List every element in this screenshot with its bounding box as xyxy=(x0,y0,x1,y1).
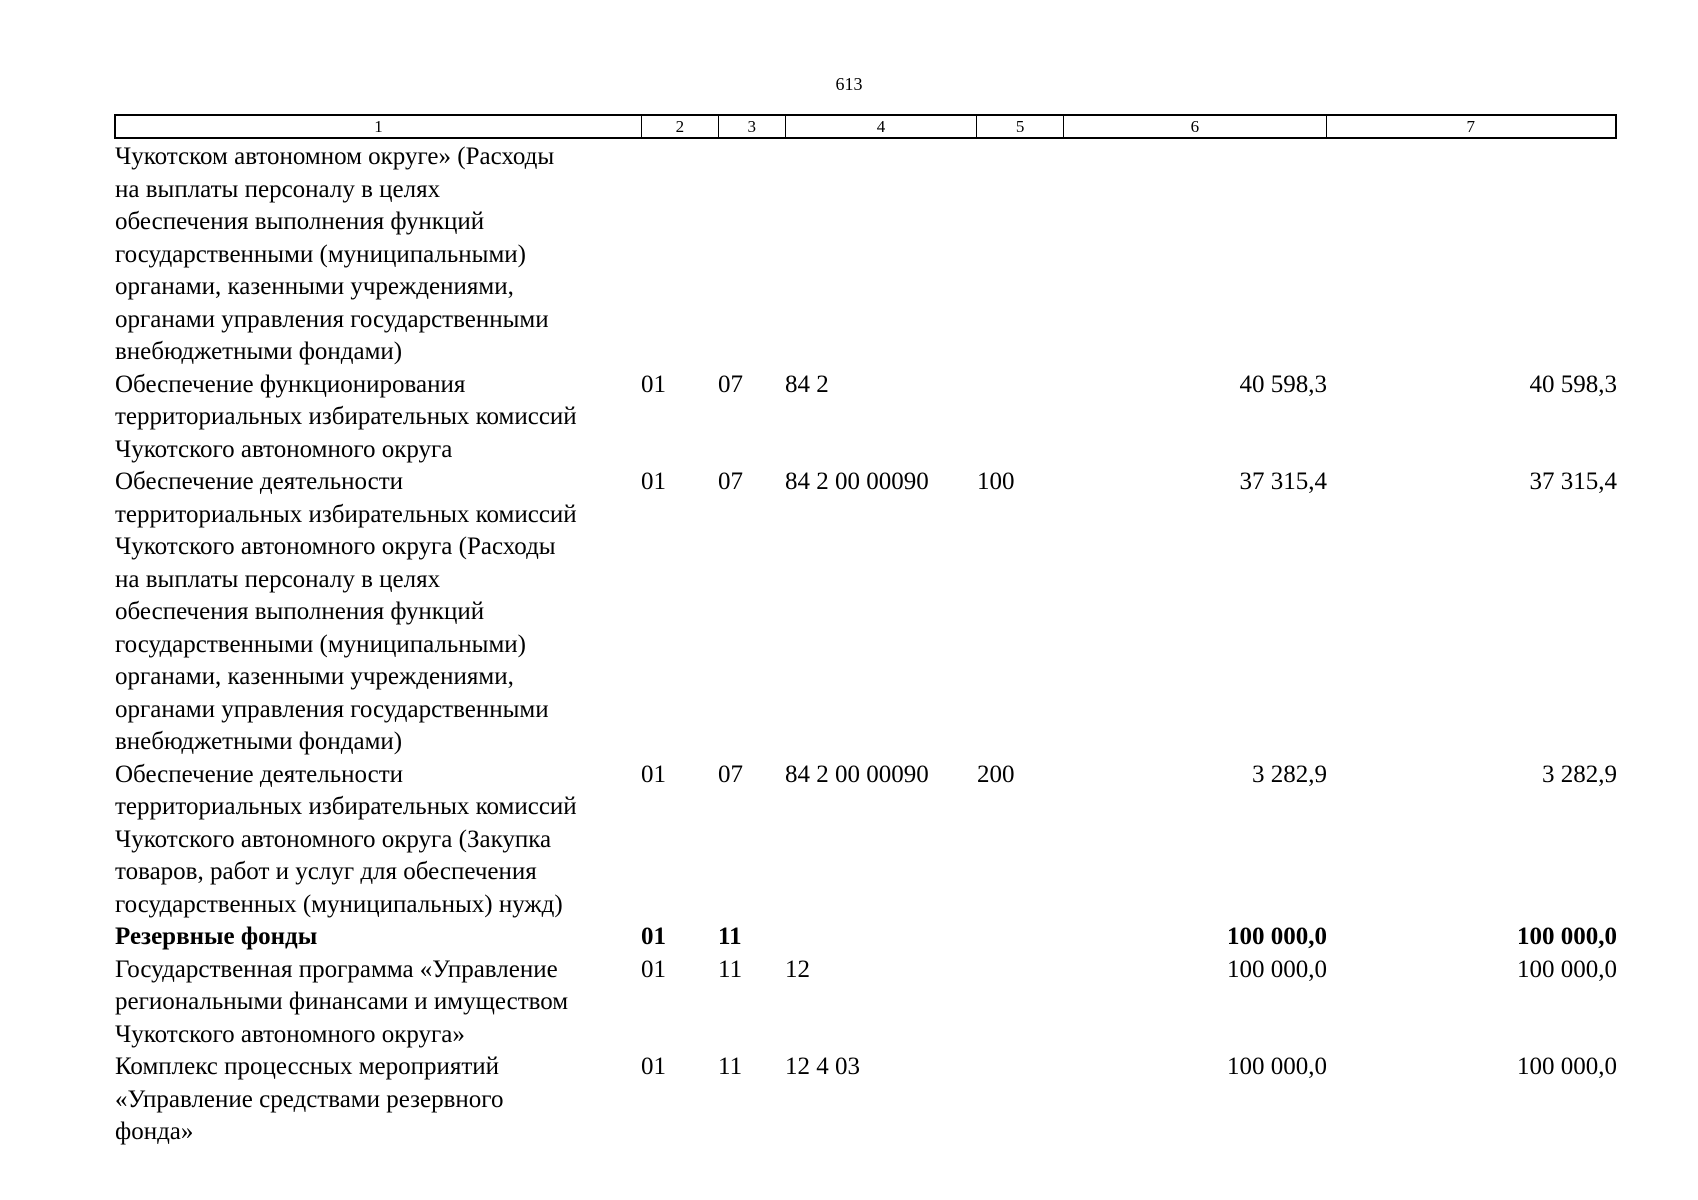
amount-col-6: 3 282,9 xyxy=(1252,760,1327,788)
amount-col-7: 100 000,0 xyxy=(1517,1053,1617,1080)
row-name-line: органами, казенными учреждениями, xyxy=(115,273,514,300)
amount-col-7: 100 000,0 xyxy=(1517,955,1617,983)
amount-col-7 xyxy=(1327,141,1617,369)
table-row xyxy=(115,466,1617,759)
amount-col-6 xyxy=(1064,141,1327,369)
row-name xyxy=(115,954,641,1052)
amount-col-7: 37 315,4 xyxy=(1529,468,1617,495)
amount-col-6: 40 598,3 xyxy=(1239,370,1327,398)
row-name-line: Чукотского автономного округа (Закупка xyxy=(115,825,552,853)
amount-col-7: 40 598,3 xyxy=(1529,370,1617,398)
row-name-line: на выплаты персоналу в целях xyxy=(115,565,441,593)
header-cell-4: 4 xyxy=(785,116,977,137)
row-name-line: государственными (муниципальными) xyxy=(115,240,526,268)
row-name-line: обеспечения выполнения функций xyxy=(115,598,485,625)
subsection-code: 11 xyxy=(718,1053,743,1080)
row-name-line: территориальных избирательных комиссий xyxy=(115,500,577,528)
row-name-line: Обеспечение деятельности xyxy=(115,468,404,495)
header-cell-5: 5 xyxy=(976,116,1063,137)
subsection-code: 11 xyxy=(718,923,742,950)
header-cell-6: 6 xyxy=(1063,116,1325,137)
row-name-line: территориальных избирательных комиссий xyxy=(115,793,577,820)
target-article-code: 12 xyxy=(785,955,810,983)
subsection-code: 11 xyxy=(718,955,743,983)
row-name-line: органами управления государственными xyxy=(115,305,549,333)
row-name-line: государственных (муниципальных) нужд) xyxy=(115,890,563,918)
expense-type-code: 100 xyxy=(977,468,1015,495)
amount-col-6: 100 000,0 xyxy=(1227,1053,1327,1080)
header-cell-1: 1 xyxy=(374,117,383,136)
row-name-line: Государственная программа «Управление xyxy=(115,955,558,983)
table-row xyxy=(115,369,1617,467)
row-name-line: органами управления государственными xyxy=(115,695,549,723)
target-article-code: 12 4 03 xyxy=(785,1053,860,1080)
expense-type-code xyxy=(977,1051,1064,1149)
row-name-line: внебюджетными фондами) xyxy=(115,728,403,755)
subsection-code: 07 xyxy=(718,760,743,788)
row-name-line: Чукотского автономного округа xyxy=(115,435,453,463)
table-row xyxy=(115,141,1617,369)
section-code: 01 xyxy=(641,1053,666,1080)
row-name-line: Комплекс процессных мероприятий xyxy=(115,1053,500,1080)
target-article-code: 84 2 xyxy=(785,370,829,398)
table-row xyxy=(115,759,1617,922)
row-name-line: территориальных избирательных комиссий xyxy=(115,403,577,430)
header-cell-3: 3 xyxy=(718,116,785,137)
section-code: 01 xyxy=(641,370,666,398)
row-name-line: внебюджетными фондами) xyxy=(115,338,403,365)
header-cell-2: 2 xyxy=(641,116,718,137)
section-code xyxy=(641,141,718,369)
row-name-line: на выплаты персоналу в целях xyxy=(115,175,441,203)
section-code: 01 xyxy=(641,468,666,495)
row-name-line: Чукотского автономного округа (Расходы xyxy=(115,533,556,560)
row-name-line: Обеспечение деятельности xyxy=(115,760,404,788)
amount-col-6: 100 000,0 xyxy=(1227,923,1327,950)
row-name xyxy=(115,921,641,954)
amount-col-7: 100 000,0 xyxy=(1517,923,1617,950)
amount-col-6: 37 315,4 xyxy=(1239,468,1327,495)
subsection-code: 07 xyxy=(718,468,743,495)
subsection-code xyxy=(718,141,785,369)
subsection-code: 07 xyxy=(718,370,743,398)
expense-type-code xyxy=(977,954,1064,1052)
target-article-code xyxy=(785,141,977,369)
expense-type-code: 200 xyxy=(977,760,1015,788)
table-row xyxy=(115,1051,1617,1149)
row-name-line: Резервные фонды xyxy=(115,923,318,950)
expense-type-code xyxy=(977,921,1064,954)
amount-col-6: 100 000,0 xyxy=(1227,955,1327,983)
row-name-line: фонда» xyxy=(115,1118,194,1145)
row-name xyxy=(115,141,641,369)
row-name-line: товаров, работ и услуг для обеспечения xyxy=(115,858,537,885)
page-number: 613 xyxy=(835,74,863,94)
row-name-line: Чукотского автономного округа» xyxy=(115,1020,465,1048)
target-article-code: 84 2 00 00090 xyxy=(785,760,929,788)
row-name xyxy=(115,759,641,922)
row-name-line: Обеспечение функционирования xyxy=(115,370,466,398)
row-name-line: органами, казенными учреждениями, xyxy=(115,663,514,690)
row-name-line: Чукотском автономном округе» (Расходы xyxy=(115,143,555,170)
section-code: 01 xyxy=(641,955,666,983)
row-name-line: «Управление средствами резервного xyxy=(115,1085,504,1113)
section-code: 01 xyxy=(641,760,666,788)
expense-type-code xyxy=(977,369,1064,467)
target-article-code: 84 2 00 00090 xyxy=(785,468,929,495)
table-row xyxy=(115,921,1617,954)
section-code: 01 xyxy=(641,923,666,950)
header-cell-7: 7 xyxy=(1326,116,1615,137)
row-name xyxy=(115,369,641,467)
row-name-line: региональными финансами и имуществом xyxy=(115,988,569,1015)
row-name xyxy=(115,1051,641,1149)
target-article-code xyxy=(785,921,977,954)
row-name xyxy=(115,466,641,759)
table-header-row xyxy=(114,114,1617,139)
table-row xyxy=(115,954,1617,1052)
table-body xyxy=(115,141,1617,1149)
row-name-line: государственными (муниципальными) xyxy=(115,630,526,658)
amount-col-7: 3 282,9 xyxy=(1542,760,1617,788)
expense-type-code xyxy=(977,141,1064,369)
row-name-line: обеспечения выполнения функций xyxy=(115,208,485,235)
